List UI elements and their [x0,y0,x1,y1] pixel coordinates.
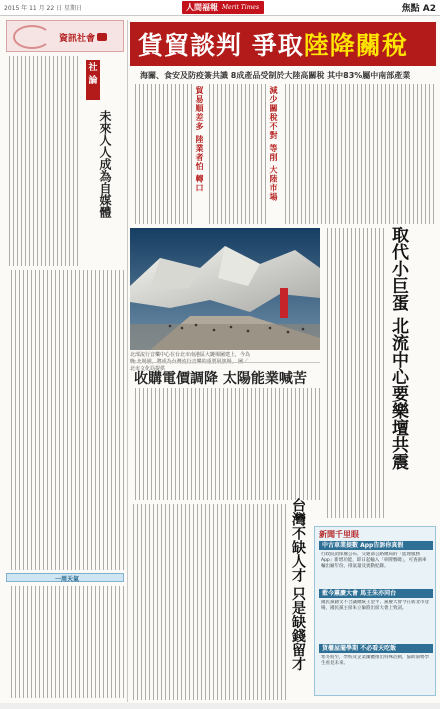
editorial-title: 未來人人成為自媒體 [98,110,112,218]
main-headline [130,22,436,66]
issue-date: 2015 年 11 月 22 日 星期日 [4,5,82,12]
weather-label: 一周天氣 [55,576,80,583]
page-footer [0,703,440,709]
building-illustration-icon [130,228,320,350]
weather-text [6,586,124,698]
logo-cn: 人間福報 [186,2,218,12]
masthead-title: 資訊社會 [59,34,96,44]
story3-title: 台灣不缺人才 只是缺錢留才 [290,498,306,671]
news-item-title: 藍今黨慶大會 馬王朱亦同台 [319,589,433,598]
story2-title: 收購電價調降 太陽能業喊苦 [134,371,307,387]
page-header [0,0,440,16]
story1-text-b [206,84,266,224]
photo-caption: 北部流行音樂中心在台北市南港區大鏈場圖建上，今為 北市文化局提供 [130,352,251,372]
news-item-body: 國民黨籍文不合讓總統王金平，黨慶大會今在新北市登場，國民黨主席朱立倫將出席大會上致詞。 [321,600,429,611]
story1-subhead-1: 貿易順差多 陸業者怕 轉口 [195,86,204,193]
news-item-title: 貨櫃屋擺學期 不必看天吃飯 [319,644,433,653]
news-item-title: 中古車業提數 App告訴你真假 [319,541,433,550]
info-society-masthead [6,20,124,52]
story1-subhead-2: 減少關稅不對 等削 大陸市場 [269,86,278,202]
logo-en: Merit Times [222,4,260,11]
weather-tag [6,573,124,582]
section-divider [130,362,320,363]
newspaper-logo [182,1,264,14]
story2-text [130,388,320,500]
headline-part2: 陸降關稅 [303,31,408,60]
news-item-body: 行政院消保處公布，交通部公路總局的「監理服務App」新增功能，即日起輸入「車牌號碼」，可查詢車輛出廠年份、排氣量及異動紀錄。 [321,552,427,569]
music-center-photo [130,228,320,350]
section-label: 焦點 A2 [401,4,436,14]
story3-text [130,504,286,700]
side-story-text [324,228,384,518]
news-item-body: 寒冬將至，學校及企業團體推出特殊活動，協助弱勢學生看見未來。 [321,655,429,666]
main-subhead: 海關、食安及防疫簽共識 8成產品受制於大陸高關稅 其中83%屬中南部產業 [140,71,411,80]
story1-text-c [280,84,434,224]
side-headline: 取代小巨蛋 北流中心要樂壇共震 [388,226,408,470]
news-box-title: 新聞千里眼 [319,530,359,539]
swirl-icon [13,25,51,49]
editorial-text [6,270,124,570]
news-briefs-box [314,526,436,696]
story1-text-a [130,84,192,224]
badge-icon [97,33,107,41]
column-divider [127,20,128,702]
editorial-tag: 社論 [86,60,100,100]
headline-part1: 貨貿談判 爭取 [138,31,304,60]
column-text-1 [6,56,78,266]
